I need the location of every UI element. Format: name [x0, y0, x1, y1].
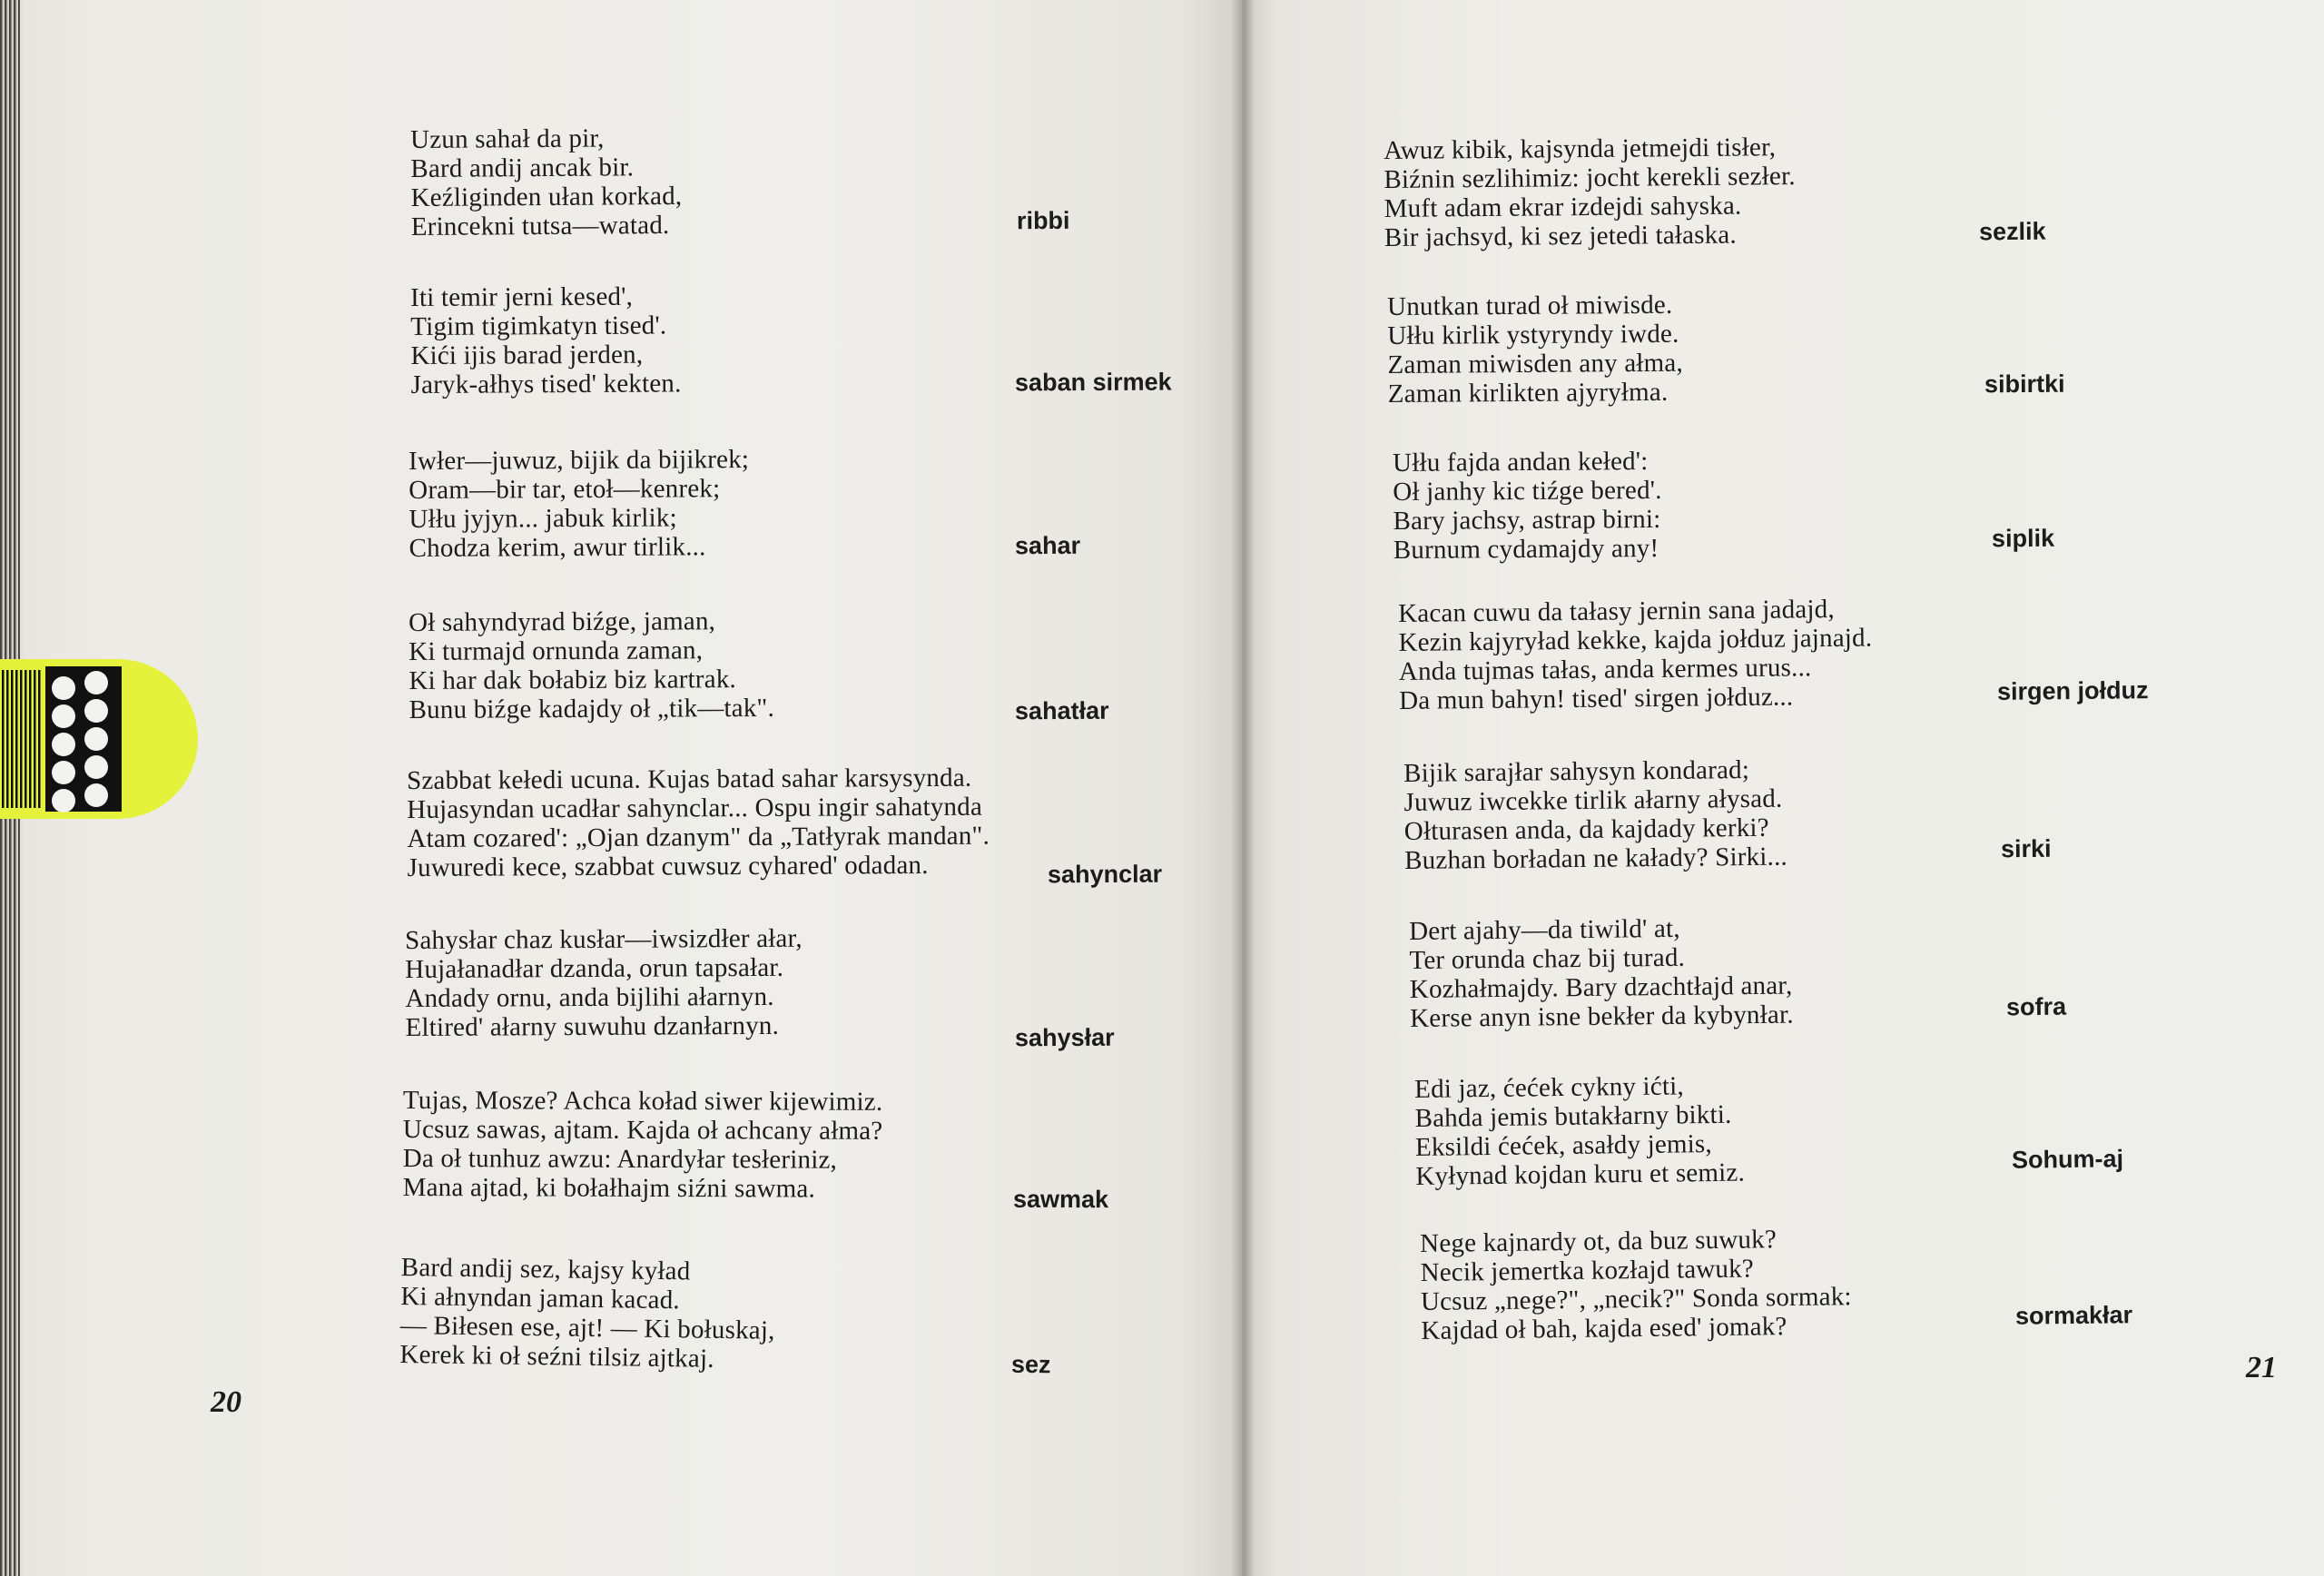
stanza-4: [1398, 595, 1873, 715]
bookmark-dot: [52, 676, 75, 700]
stanza-2: [1387, 291, 1683, 409]
stanza-line: Oram—bir tar, etoł—kenrek;: [409, 474, 721, 505]
stanza-line: Da oł tunhuz awzu: Anardyłar tesłeriniz,: [402, 1143, 838, 1175]
stanza-line: Anda tujmas tałas, anda kermes urus...: [1398, 653, 1812, 686]
stanza-line: Awuz kibik, kajsynda jetmejdi tisłer,: [1384, 133, 1777, 165]
glossary-word: sahynclar: [1047, 860, 1163, 889]
bookmark-stripes: [2, 670, 41, 808]
stanza-line: Tujas, Mosze? Achca koład siwer kijewimiz.: [402, 1086, 883, 1117]
stanza-7: [1414, 1071, 1745, 1191]
stanza-line: Bahda jemis butakłarny bikti.: [1414, 1099, 1732, 1133]
page-number-right: 21: [2246, 1351, 2277, 1384]
stanza-line: Erincekni tutsa—watad.: [410, 211, 670, 241]
stanza-4: [409, 606, 774, 724]
bookmark-stripe: [15, 670, 18, 808]
stanza-line: Ułłu jyjyn... jabuk kirlik;: [409, 503, 677, 534]
stanza-5: [1403, 755, 1787, 875]
stanza-line: Oł sahyndyrad biźge, jaman,: [409, 606, 716, 637]
stanza-line: Da mun bahyn! tised' sirgen jołduz...: [1399, 682, 1794, 715]
stanza-line: Eksildi ćećek, asałdy jemis,: [1414, 1129, 1713, 1162]
stanza-line: Kyłynad kojdan kuru et semiz.: [1415, 1157, 1746, 1191]
book-gutter: [1231, 0, 1255, 1576]
stanza-line: Buzhan borładan ne kaładу? Sirki...: [1404, 842, 1788, 875]
stanza-line: Hujasyndan ucadłar sahynclar... Ospu ingir sahatynda: [407, 792, 983, 824]
stanza-line: Necik jemertka kozłajd tawuk?: [1420, 1254, 1755, 1287]
stanza-line: Kezin kajyryład kekke, kajda jołduz jajnajd.: [1398, 623, 1873, 657]
stanza-line: Kacan cuwu da tałasy jernin sana jadajd,: [1398, 594, 1835, 628]
glossary-word: sahysłar: [1014, 1023, 1115, 1052]
stanza-line: Unutkan turad oł miwisde.: [1387, 290, 1673, 321]
bookmark-stripe: [20, 670, 23, 808]
stanza-line: Kerse anyn isne bekłer da kybynłar.: [1410, 1000, 1794, 1033]
page-number-left: 20: [211, 1385, 241, 1419]
stanza-line: Ucsuz „nege?", „necik?" Sonda sormak:: [1420, 1282, 1852, 1316]
stanza-line: Bunu biźge kadajdy oł „tik—tak".: [409, 693, 775, 724]
stanza-line: Muft adam ekrar izdejdi sahyska.: [1384, 191, 1742, 223]
stanza-line: Edi jaz, ćećek cykny ićti,: [1414, 1071, 1685, 1104]
bookmark-dot: [84, 783, 108, 807]
stanza-1: [410, 123, 683, 241]
stanza-3: [1393, 447, 1662, 565]
stanza-line: Ter orunda chaz bij turad.: [1409, 942, 1686, 975]
bookmark-dot: [52, 761, 75, 784]
stanza-line: Szabbat kełedi ucuna. Kujas batad sahar karsysynda.: [407, 763, 972, 795]
stanza-line: Ułłu kirlik ystyryndy iwde.: [1387, 319, 1679, 350]
glossary-word: sirgen jołduz: [1996, 676, 2149, 705]
stanza-line: Juwuz iwcekke tirlik ałarny ałysad.: [1403, 783, 1783, 817]
stanza-8: [399, 1253, 775, 1374]
stanza-line: Kići ijis barad jerden,: [410, 340, 644, 370]
bookmark-dot: [52, 704, 75, 728]
glossary-word: sawmak: [1012, 1185, 1109, 1214]
stanza-7: [403, 1086, 883, 1204]
bookmark-clip[interactable]: [0, 657, 200, 821]
stanza-line: Biźnin sezlihimiz: jocht kerekli sezłer.: [1384, 162, 1796, 194]
stanza-line: Andady ornu, anda bijlihi ałarnyn.: [405, 981, 774, 1013]
bookmark-stripe: [25, 670, 27, 808]
bookmark-dot: [84, 671, 108, 694]
glossary-word: saban sirmek: [1014, 368, 1172, 397]
stanza-8: [1420, 1224, 1852, 1345]
stanza-line: Uzun sahał da pir,: [410, 123, 605, 154]
bookmark-dot: [84, 727, 108, 751]
bookmark-dot: [84, 699, 108, 723]
stanza-line: Jaryk-ałhys tised' kekten.: [410, 369, 682, 399]
stanza-line: Oł janhy kic tiźge bered'.: [1393, 475, 1662, 507]
stanza-line: Ułłu fajda andan kełed':: [1393, 447, 1649, 478]
stanza-line: Bard andij ancak bir.: [410, 153, 635, 183]
glossary-word: ribbi: [1016, 206, 1070, 235]
stanza-line: Burnum cydamajdy any!: [1393, 533, 1659, 565]
stanza-line: Iwłer—juwuz, bijik da bijikrek;: [409, 445, 750, 476]
bookmark-stripe: [34, 670, 36, 808]
stanza-line: Juwuredi kece, szabbat cuwsuz cyhared' odadan.: [407, 850, 929, 882]
bookmark-stripe: [6, 670, 9, 808]
stanza-line: Bijik sarajłar sahysyn kondarad;: [1403, 755, 1750, 788]
bookmark-stripe: [29, 670, 32, 808]
stanza-2: [410, 281, 682, 399]
stanza-3: [409, 445, 750, 563]
stanza-line: Hujałanadłar dzanda, orun tapsałar.: [405, 952, 784, 984]
glossary-word: sibirtki: [1984, 369, 2065, 399]
bookmark-stripe: [11, 670, 14, 808]
right-page: [1242, 0, 2324, 1576]
stanza-5: [407, 763, 990, 882]
stanza-line: Sahysłar chaz kusłar—iwsizdłer ałar,: [405, 923, 803, 955]
stanza-line: Chodza kerim, awur tirlik...: [409, 532, 706, 563]
stanza-line: Dert ajahy—da tiwild' at,: [1409, 913, 1680, 946]
glossary-word: sirki: [2000, 834, 2052, 863]
stanza-line: Atam cozared': „Ojan dzanym" da „Tatłyrak mandan".: [407, 821, 990, 853]
glossary-word: sezlik: [1978, 217, 2046, 246]
stanza-line: Tigim tigimkatyn tised'.: [410, 310, 667, 341]
stanza-line: Nege kajnardy ot, da buz suwuk?: [1420, 1225, 1777, 1258]
bookmark-stripe: [2, 670, 5, 808]
stanza-line: Iti temir jerni kesed',: [410, 281, 634, 312]
glossary-word: sofra: [2005, 992, 2067, 1021]
bookmark-dot: [52, 789, 75, 813]
stanza-line: — Biłesen ese, ajt! — Ki bołuskaj,: [399, 1310, 775, 1345]
stanza-line: Kozhałmajdy. Bary dzachtłajd anar,: [1409, 970, 1793, 1004]
stanza-line: Kajdad oł bah, kajda esed' jomak?: [1421, 1312, 1787, 1345]
stanza-line: Ki ałnyndan jaman kacad.: [400, 1281, 681, 1315]
stanza-line: Ołturasen anda, da kajdady kerki?: [1403, 813, 1769, 846]
stanza-line: Bir jachsyd, ki sez jetedi tałaska.: [1384, 220, 1738, 252]
stanza-line: Kerek ki oł seźni tilsiz ajtkaj.: [399, 1339, 714, 1374]
glossary-word: sormakłar: [2014, 1301, 2133, 1330]
bookmark-dot: [84, 755, 108, 779]
stanza-line: Eltired' ałarny suwuhu dzanłarnyn.: [405, 1010, 780, 1042]
stanza-line: Zaman kirlikten ajyryłma.: [1387, 377, 1669, 409]
stanza-line: Ki turmajd ornunda zaman,: [409, 635, 704, 666]
stanza-6: [1409, 913, 1794, 1033]
stanza-line: Ucsuz sawas, ajtam. Kajda oł achcany ałma?: [402, 1114, 883, 1146]
stanza-line: Bary jachsy, astrap birni:: [1393, 504, 1661, 536]
stanza-line: Mana ajtad, ki bołałhajm siźni sawma.: [402, 1172, 816, 1204]
stanza-1: [1384, 133, 1796, 252]
glossary-word: sahar: [1014, 531, 1081, 560]
stanza-line: Bard andij sez, kajsy kyład: [400, 1253, 691, 1286]
glossary-word: Sohum-aj: [2011, 1145, 2124, 1174]
glossary-word: siplik: [1991, 524, 2055, 553]
bookmark-dot: [52, 733, 75, 756]
stanza-6: [405, 924, 803, 1042]
glossary-word: sahatłar: [1014, 696, 1109, 725]
glossary-word: sez: [1010, 1350, 1051, 1379]
stanza-line: Keźliginden ułan korkad,: [410, 181, 683, 212]
stanza-line: Zaman miwisden any ałma,: [1387, 348, 1683, 379]
bookmark-stripe: [38, 670, 41, 808]
stanza-line: Ki har dak bołabiz biz kartrak.: [409, 665, 737, 695]
